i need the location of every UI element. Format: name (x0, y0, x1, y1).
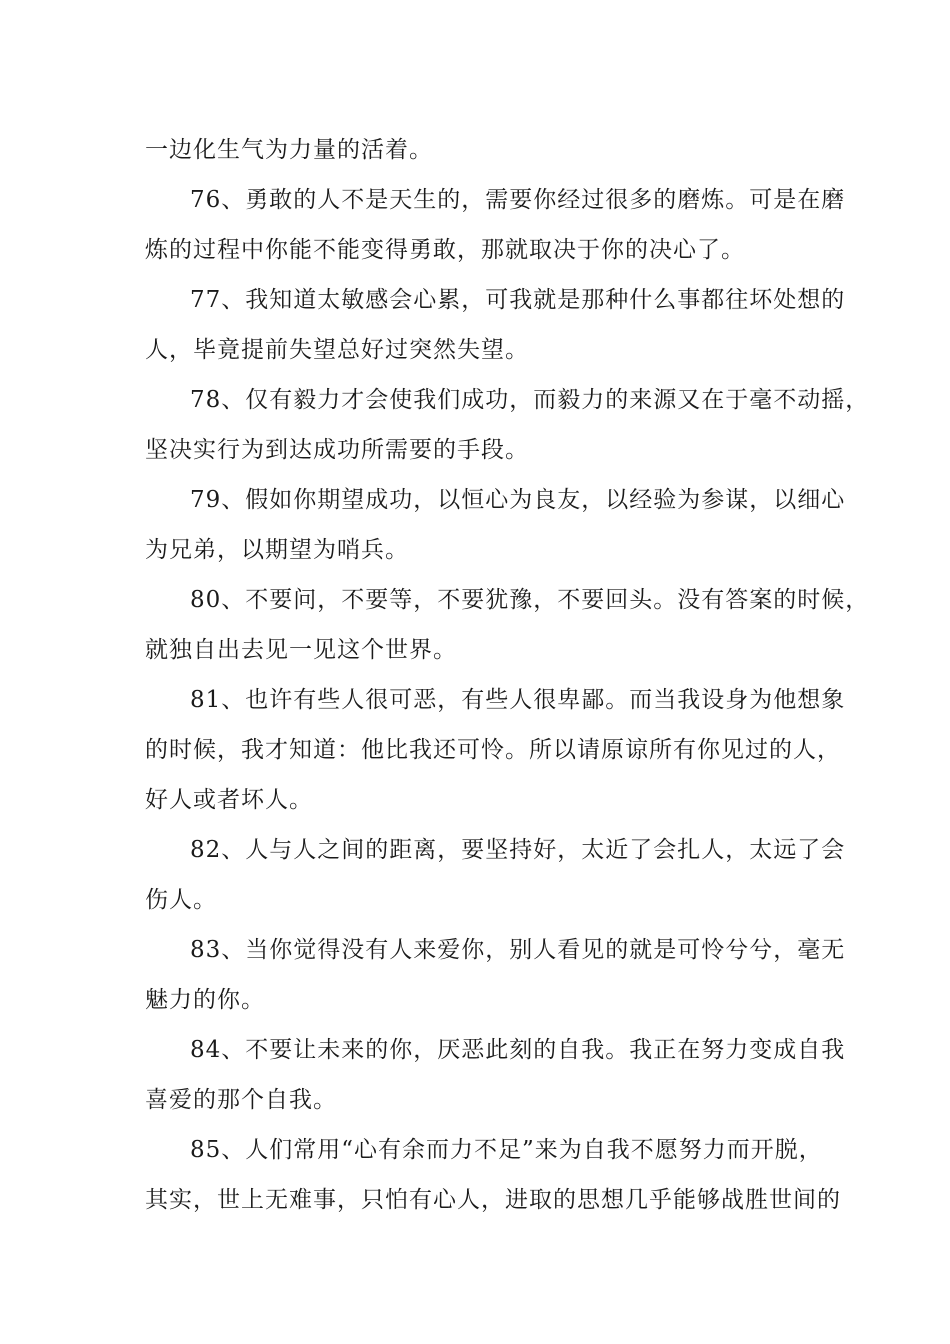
text-line: 为兄弟，以期望为哨兵。 (145, 537, 409, 563)
text-line: 伤人。 (145, 887, 217, 913)
text-line: 79、假如你期望成功，以恒心为良友，以经验为参谋，以细心 (190, 487, 846, 513)
text-line: 好人或者坏人。 (145, 787, 313, 813)
text-line: 一边化生气为力量的活着。 (145, 137, 433, 163)
text-line: 坚决实行为到达成功所需要的手段。 (145, 437, 529, 463)
text-line: 78、仅有毅力才会使我们成功，而毅力的来源又在于毫不动摇， (190, 387, 870, 413)
text-line: 77、我知道太敏感会心累，可我就是那种什么事都往坏处想的 (190, 287, 846, 313)
text-line: 炼的过程中你能不能变得勇敢，那就取决于你的决心了。 (145, 237, 745, 263)
text-line: 80、不要问，不要等，不要犹豫，不要回头。没有答案的时候， (190, 587, 870, 613)
text-line: 其实，世上无难事，只怕有心人，进取的思想几乎能够战胜世间的 (145, 1187, 841, 1213)
text-line: 83、当你觉得没有人来爱你，别人看见的就是可怜兮兮，毫无 (190, 937, 846, 963)
text-line: 84、不要让未来的你，厌恶此刻的自我。我正在努力变成自我 (190, 1037, 846, 1063)
text-line: 76、勇敢的人不是天生的，需要你经过很多的磨炼。可是在磨 (190, 187, 846, 213)
text-line: 人，毕竟提前失望总好过突然失望。 (145, 337, 529, 363)
text-line: 的时候，我才知道：他比我还可怜。所以请原谅所有你见过的人， (145, 737, 841, 763)
text-line: 85、人们常用“心有余而力不足”来为自我不愿努力而开脱， (190, 1137, 823, 1163)
text-line: 82、人与人之间的距离，要坚持好，太近了会扎人，太远了会 (190, 837, 846, 863)
text-line: 81、也许有些人很可恶，有些人很卑鄙。而当我设身为他想象 (190, 687, 846, 713)
text-line: 就独自出去见一见这个世界。 (145, 637, 457, 663)
text-line: 魅力的你。 (145, 987, 265, 1013)
text-line: 喜爱的那个自我。 (145, 1087, 337, 1113)
